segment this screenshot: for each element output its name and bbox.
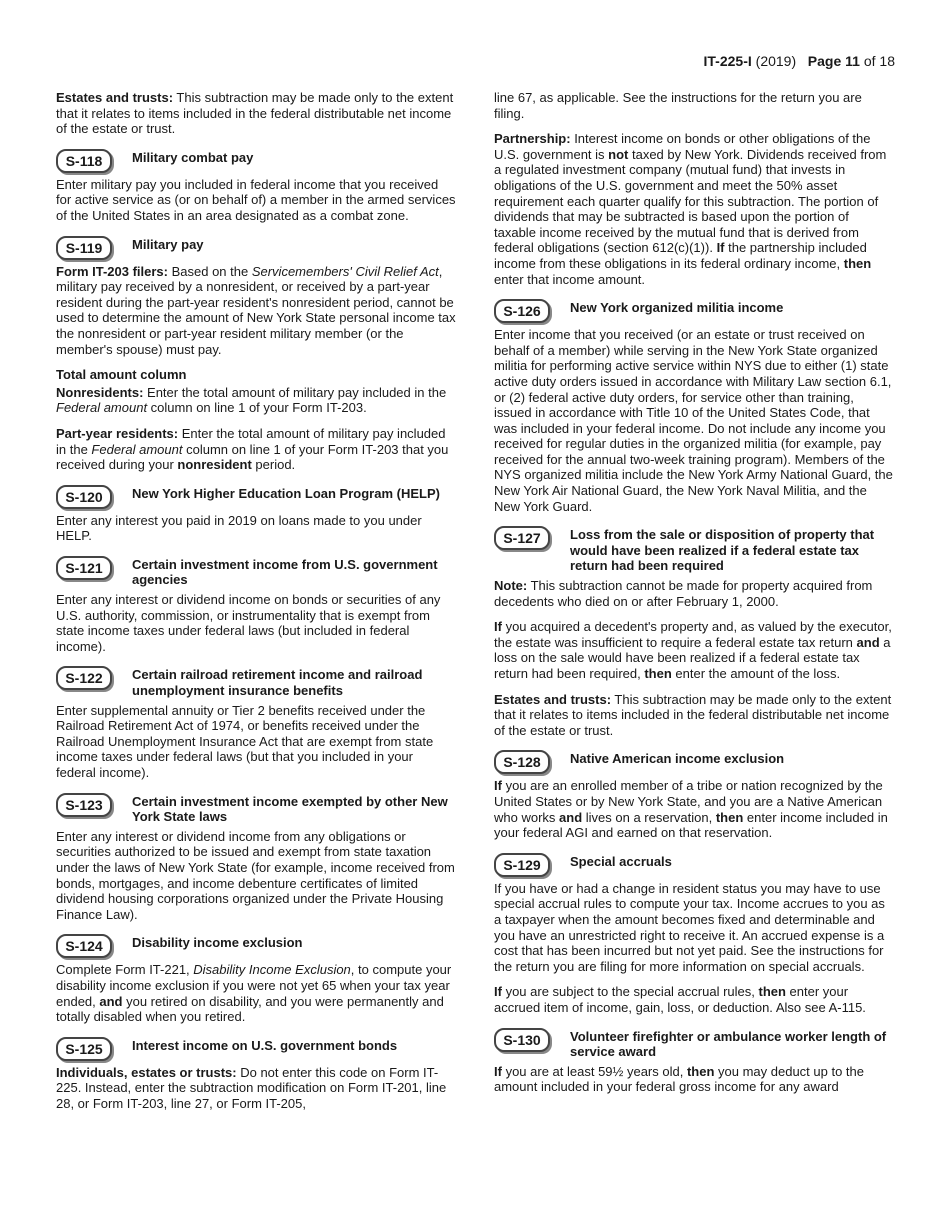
section-s119	[56, 236, 456, 473]
section-title: Certain investment income from U.S. government agencies	[132, 556, 438, 588]
section-s125	[56, 1037, 456, 1112]
section-title: Native American income exclusion	[570, 751, 785, 767]
partnership-paragraph: Partnership: Interest income on bonds or other obligations of the U.S. government is not taxed by New York. Dividends received from a regulated investment company (mutual fund) that invests in obligations of the U.S. government and meet the 50% asset requirement each quarter qualify for this subtraction. The portion of dividends that may be subtracted is based upon the portion of taxable income received by the mutual fund that is derived from federal obligations (section 612(c)(1)). If the partnership included income from these obligations in its federal ordinary income, then enter that income amount.	[494, 131, 887, 287]
section-s129	[494, 853, 894, 1016]
section-title: New York organized militia income	[570, 300, 784, 316]
section-s126	[494, 299, 894, 514]
section-body: Enter military pay you included in federal income that you received for active service as (or on behalf of) a member in the armed services of the United States in an area designated as a combat zone.	[56, 176, 456, 223]
section-body: If you acquired a decedent's property and, as valued by the executor, the estate was insufficient to require a federal estate tax return and a loss on the sale would have been realized if a federal estate tax return had been required, then enter the amount of the loss.	[494, 619, 892, 681]
code-badge: S-122	[56, 666, 112, 690]
section-s127	[494, 526, 894, 738]
right-column	[494, 90, 894, 1105]
form-id: IT-225-I	[703, 53, 752, 69]
section-body: If you are an enrolled member of a tribe or nation recognized by the United States or by New York State, and you are a Native American who works and lives on a reservation, then enter income included in your federal AGI and earned on that reservation.	[494, 778, 888, 841]
page-label: Page	[807, 53, 842, 69]
page-header	[704, 53, 895, 70]
code-badge: S-120	[56, 485, 112, 509]
section-title: Certain railroad retirement income and railroad unemployment insurance benefits	[132, 667, 423, 699]
section-title: Military pay	[132, 236, 204, 252]
code-badge: S-123	[56, 793, 112, 817]
section-body: Enter any interest you paid in 2019 on loans made to you under HELP.	[56, 512, 422, 544]
left-column	[56, 90, 456, 1122]
code-badge: S-128	[494, 750, 550, 774]
code-badge: S-129	[494, 853, 550, 877]
section-body: Enter any interest or dividend income on bonds or securities of any U.S. authority, commission, or instrumentality that is exempt from state income taxes under federal laws (but included in federal income).	[56, 592, 441, 654]
code-badge: S-127	[494, 526, 550, 550]
section-title: Certain investment income exempted by other New York State laws	[132, 793, 448, 825]
section-title: Military combat pay	[132, 149, 254, 165]
section-title: New York Higher Education Loan Program (HELP)	[132, 485, 440, 501]
section-title: Volunteer firefighter or ambulance worker length of service award	[570, 1028, 887, 1060]
code-badge: S-121	[56, 556, 112, 580]
section-s118	[56, 149, 456, 224]
form-year: (2019)	[755, 53, 797, 69]
section-s130	[494, 1028, 894, 1095]
code-badge: S-124	[56, 934, 112, 958]
code-badge: S-130	[494, 1028, 550, 1052]
page-total: of 18	[863, 53, 895, 69]
section-s120	[56, 485, 456, 544]
section-title: Loss from the sale or disposition of property that would have been realized if a federal estate tax return had been required	[570, 527, 875, 574]
subheading: Total amount column	[56, 367, 187, 383]
code-badge: S-125	[56, 1037, 112, 1061]
section-title: Special accruals	[570, 853, 672, 869]
note-paragraph: Note: This subtraction cannot be made for property acquired from decedents who died on or after February 1, 2000.	[494, 578, 873, 609]
section-s124	[56, 934, 456, 1024]
section-s123	[56, 793, 456, 923]
section-body-2: If you are subject to the special accrual rules, then enter your accrued item of income, gain, loss, or deduction. Also see A-115.	[494, 984, 866, 1015]
section-body: Complete Form IT-221, Disability Income Exclusion, to compute your disability income exclusion if you were not yet 65 when your tax year ended, and you retired on disability, and you were permanently and totally disabled when you retired.	[56, 962, 452, 1025]
code-badge: S-126	[494, 299, 550, 323]
page-number: 11	[845, 53, 860, 69]
section-s122	[56, 666, 456, 780]
section-body: If you are at least 59½ years old, then you may deduct up to the amount included in your federal gross income for any award	[494, 1063, 865, 1095]
section-body: If you have or had a change in resident status you may have to use special accrual rules to compute your tax. Income accrues to you as a taxpayer when the amount becomes fixed and determinable and you have an unrestricted right to receive it. An accrued expense is a cost that has been incurred but not yet paid. See the instructions for the return you are filing for more information on special accruals.	[494, 880, 885, 974]
section-s128	[494, 750, 894, 840]
section-body: Enter income that you received (or an estate or trust received on behalf of a member) while serving in the New York State organized militia for performing active service within NYS due to either (1) state active duty orders issued in accordance with Military Law section 6.1, or (2) federal active duty orders, for service other than training, issued in accordance with Title 10 of the United States Code, that was included in your federal income. Do not include any income you received for regular duties in the organized militia (for example, pay received for the annual two-week training program). Members of the NYS organized militia include the New York Army National Guard, the New York Air National Guard, the New York Naval Militia, and the New York Guard.	[494, 327, 893, 514]
estates-trusts-paragraph: Estates and trusts: This subtraction may be made only to the extent that it relates to items included in the federal distributable net income of the estate or trust.	[494, 691, 892, 738]
estates-trusts-paragraph: Estates and trusts: This subtraction may be made only to the extent that it relates to items included in the federal distributable net income of the estate or trust.	[56, 90, 454, 137]
section-body: Enter any interest or dividend income from any obligations or securities authorized to be issued and exempt from state taxation under the laws of New York State (for example, income received from bonds, mortgages, and income debenture certificates of limited dividend housing corporations organized under the Private Housing Finance Law).	[56, 828, 455, 922]
continued-paragraph: line 67, as applicable. See the instructions for the return you are filing.	[494, 90, 862, 121]
code-badge: S-118	[56, 149, 112, 173]
section-title: Disability income exclusion	[132, 935, 303, 951]
section-body: Enter supplemental annuity or Tier 2 benefits received under the Railroad Retirement Act of 1974, or benefits received under the Railroad Unemployment Insurance Act that are exempt from state income taxes under federal laws (but that you included in your federal income).	[56, 702, 434, 780]
nonresidents-paragraph: Nonresidents: Enter the total amount of military pay included in the Federal amount column on line 1 of your Form IT-203.	[56, 384, 447, 416]
section-s121	[56, 556, 456, 655]
section-body: Individuals, estates or trusts: Do not enter this code on Form IT-225. Instead, enter the subtraction modification on Form IT-201, line 28, or Form IT-203, line 27, or Form IT-205,	[56, 1064, 447, 1111]
section-title: Interest income on U.S. government bonds	[132, 1037, 398, 1053]
section-body: Form IT-203 filers: Based on the Servicemembers' Civil Relief Act, military pay received by a nonresident, or received by a part-year resident during the part-year resident's nonresident period, cannot be used to determine the amount of New York State personal income tax the nonresident or part-year resident military member (or the member's spouse) must pay.	[56, 263, 456, 357]
code-badge: S-119	[56, 236, 112, 260]
part-year-paragraph: Part-year residents: Enter the total amount of military pay included in the Federal amount column on line 1 of your Form IT-203 that you received during your nonresident period.	[56, 425, 449, 473]
